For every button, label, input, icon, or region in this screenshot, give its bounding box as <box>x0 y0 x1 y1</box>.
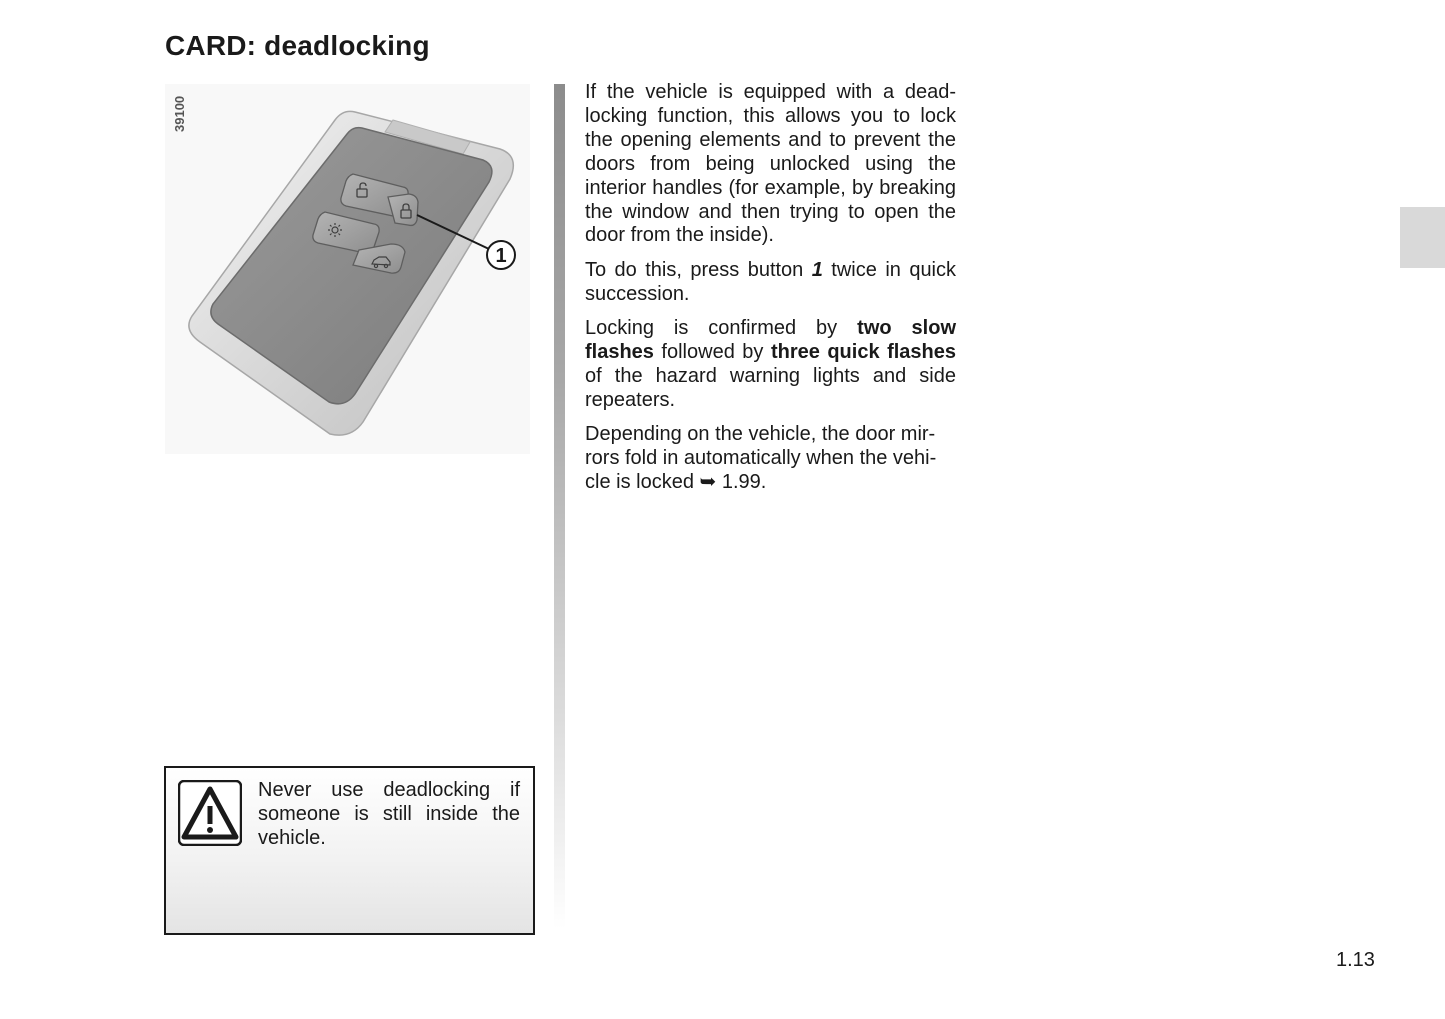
p4-line1: Depending on the vehicle, the door mir- <box>585 423 936 446</box>
page-ref-arrow-icon: ➥ <box>699 471 717 494</box>
p2-post: twice in quick succession. <box>585 258 957 305</box>
p2-button-ref: 1 <box>811 258 823 281</box>
key-card-illustration <box>165 84 530 454</box>
paragraph-door-mirrors <box>585 423 956 495</box>
callout-number: 1 <box>495 245 507 267</box>
section-tab <box>1400 207 1445 268</box>
p3-mid: followed by <box>653 341 771 364</box>
paragraph-locking-confirmed <box>585 317 956 413</box>
p3-post: of the hazard warning lights and side repeaters. <box>585 364 956 411</box>
warning-box <box>164 766 535 935</box>
page-title: CARD: deadlocking <box>165 30 430 61</box>
p2-pre: To do this, press button <box>585 258 812 281</box>
p3-pre: Locking is confirmed by <box>585 317 858 340</box>
warning-text: Never use deadlocking if someone is still inside the vehicle. <box>258 779 520 849</box>
p4-line2: rors fold in automatically when the vehi- <box>585 447 937 470</box>
key-card-drawing <box>165 84 530 454</box>
paragraph-deadlock-description: If the vehicle is equipped with a dead-locking function, this allows you to lock the opening elements and to prevent the doors from being unlocked using the interior handles (for example, by breaking the window and then trying to open the door from the inside). <box>585 81 956 247</box>
paragraph-press-button <box>585 259 956 307</box>
page-number: 1.13 <box>1336 949 1375 971</box>
p3-bold-two-slow: two slow flashes <box>585 317 956 364</box>
warning-triangle-icon <box>178 780 242 846</box>
column-divider <box>554 84 565 929</box>
figure-ref-code: 39100 <box>172 95 187 132</box>
body-text <box>585 81 956 506</box>
page-reference-link[interactable]: 1.99. <box>716 471 767 494</box>
p3-bold-three-quick: three quick flashes <box>770 341 957 364</box>
p4-line3: cle is locked <box>585 471 700 494</box>
